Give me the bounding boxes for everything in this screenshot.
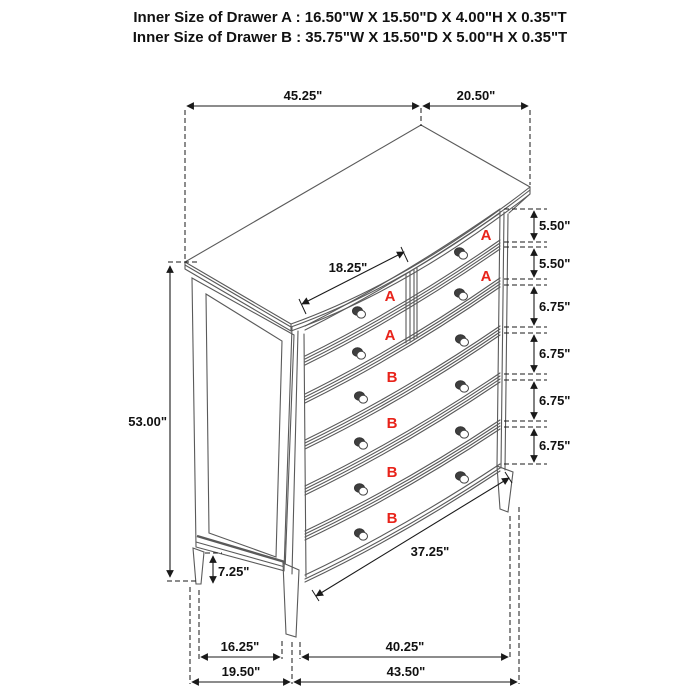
- drawer-knob: [353, 348, 366, 359]
- dim-drawer-a1-height-label: 5.50": [539, 218, 571, 233]
- drawer-b-inner-size: Inner Size of Drawer B : 35.75"W X 15.50"D X 5.00"H X 0.35"T: [132, 29, 568, 46]
- side-panel: [192, 278, 294, 571]
- dim-drawer-b-width-label: 37.25": [410, 544, 450, 559]
- drawer-knob: [355, 529, 368, 540]
- dim-leg-height-label: 7.25": [218, 564, 250, 579]
- drawer-label-b4: B: [386, 510, 398, 527]
- dim-line-drawer-b-width: [316, 478, 509, 596]
- drawer-knob: [455, 289, 468, 300]
- dim-drawer-a-width-label: 18.25": [328, 260, 368, 275]
- drawer-knob: [355, 392, 368, 403]
- leg-back-left: [193, 548, 204, 584]
- dim-base-depth-outer-label: 19.50": [221, 664, 261, 679]
- dim-height-label: 53.00": [128, 414, 167, 429]
- drawer-knob: [456, 427, 469, 438]
- drawer-knob: [353, 307, 366, 318]
- drawer-knob: [456, 381, 469, 392]
- drawer-label-b1: B: [386, 369, 398, 386]
- drawer-knob: [355, 438, 368, 449]
- dim-drawer-a2-height-label: 5.50": [539, 256, 571, 271]
- dim-base-depth-inner-label: 16.25": [220, 639, 260, 654]
- drawer-label-a1-left: A: [384, 288, 396, 305]
- dim-top-width-label: 45.25": [283, 88, 323, 103]
- dim-top-depth-label: 20.50": [456, 88, 496, 103]
- dim-base-width-outer-label: 43.50": [386, 664, 426, 679]
- dim-drawer-b3-height-label: 6.75": [539, 393, 571, 408]
- drawer-knob: [456, 335, 469, 346]
- drawer-label-b3: B: [386, 464, 398, 481]
- drawer-label-a1-right: A: [480, 227, 492, 244]
- chest-drawing: [185, 125, 530, 637]
- front-right-stile: [497, 194, 530, 470]
- dim-drawer-b1-height-label: 6.75": [539, 299, 571, 314]
- drawer-knob: [455, 248, 468, 259]
- drawer-label-a2-left: A: [384, 327, 396, 344]
- drawer-a-inner-size: Inner Size of Drawer A : 16.50"W X 15.50"D X 4.00"H X 0.35"T: [133, 9, 567, 26]
- dim-drawer-b4-height-label: 6.75": [539, 438, 571, 453]
- dim-base-width-inner-label: 40.25": [385, 639, 425, 654]
- drawer-knob: [355, 484, 368, 495]
- drawer-knob: [456, 472, 469, 483]
- dim-drawer-b2-height-label: 6.75": [539, 346, 571, 361]
- leg-front-left: [283, 563, 299, 637]
- drawer-label-a2-right: A: [480, 268, 492, 285]
- drawer-label-b2: B: [386, 415, 398, 432]
